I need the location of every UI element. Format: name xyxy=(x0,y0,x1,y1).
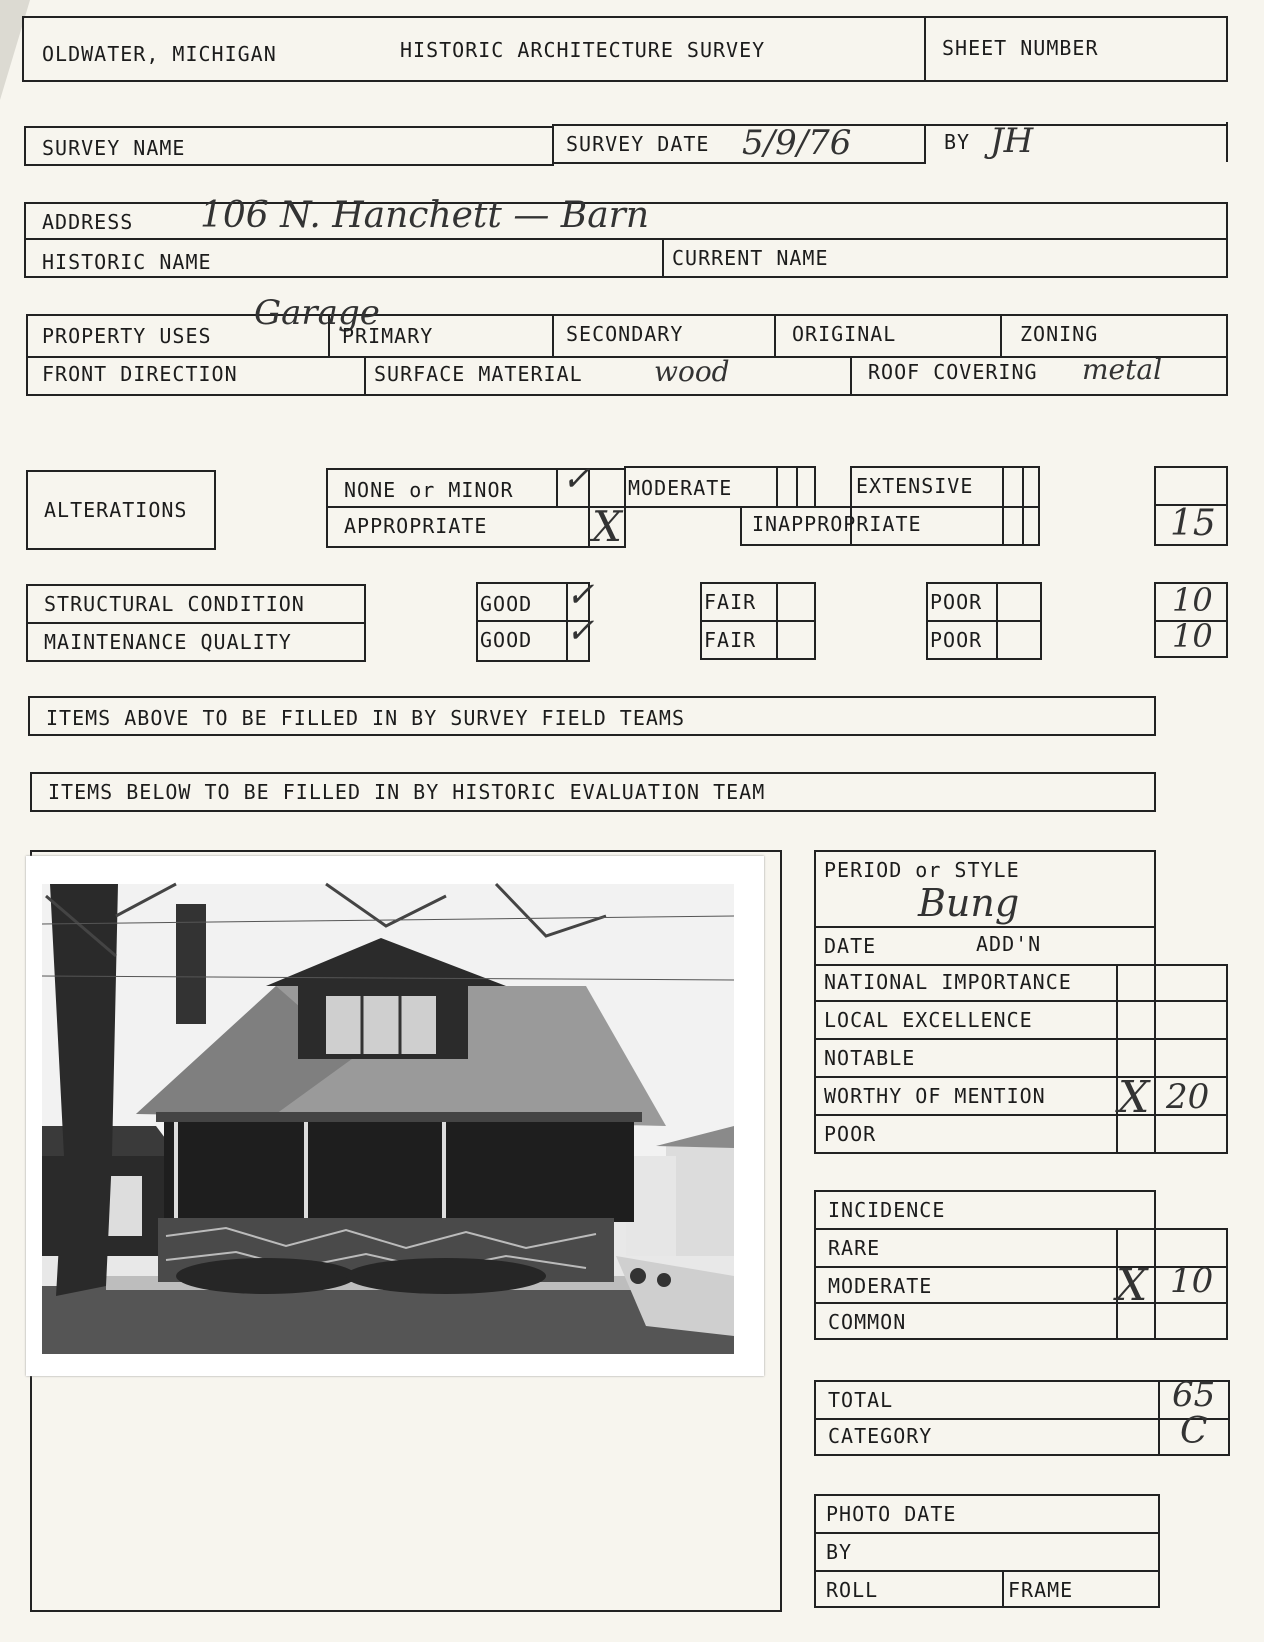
incidence-score: 10 xyxy=(1170,1261,1214,1301)
evaluation-note: ITEMS BELOW TO BE FILLED IN BY HISTORIC EVALUATION TEAM xyxy=(48,780,766,804)
none-minor-label: NONE or MINOR xyxy=(344,478,514,502)
photo-date-label: PHOTO DATE xyxy=(826,1502,957,1526)
inappropriate-label: INAPPROPRIATE xyxy=(752,512,922,536)
roof-covering-value: metal xyxy=(1082,353,1163,386)
property-sep-3 xyxy=(774,314,776,356)
secondary-label: SECONDARY xyxy=(566,322,684,346)
by-line-right xyxy=(1226,122,1228,162)
total-divider xyxy=(814,1418,1230,1420)
structural-score: 10 xyxy=(1172,581,1213,619)
roof-covering-label: ROOF COVERING xyxy=(868,360,1038,384)
address-label: ADDRESS xyxy=(42,210,134,234)
period-value: Bung xyxy=(918,881,1020,925)
addn-label: ADD'N xyxy=(976,932,1042,956)
fair-label-structural: FAIR xyxy=(704,590,757,614)
structural-good-mark: ✓ xyxy=(566,575,595,615)
surface-material-value: wood xyxy=(654,355,730,388)
inappropriate-top xyxy=(740,506,1040,508)
incidence-line-2 xyxy=(814,1266,1228,1268)
eval-score-sep xyxy=(1116,964,1118,1152)
national-importance-label: NATIONAL IMPORTANCE xyxy=(824,970,1072,994)
sheet-number-label: SHEET NUMBER xyxy=(942,36,1099,60)
rare-label: RARE xyxy=(828,1236,881,1260)
incidence-mark: X xyxy=(1116,1260,1148,1311)
poor-sep xyxy=(996,582,998,660)
notable-label: NOTABLE xyxy=(824,1046,916,1070)
worthy-score: 20 xyxy=(1166,1077,1210,1117)
primary-label: PRIMARY xyxy=(342,324,434,348)
alteration-none-sep xyxy=(556,468,558,508)
maintenance-good-mark: ✓ xyxy=(566,611,595,651)
property-uses-label: PROPERTY USES xyxy=(42,324,212,348)
condition-label-divider xyxy=(26,622,366,624)
poor-eval-label: POOR xyxy=(824,1122,877,1146)
worthy-mark: X xyxy=(1118,1072,1150,1123)
eval-row-line-3 xyxy=(814,1038,1228,1040)
zoning-label: ZONING xyxy=(1020,322,1099,346)
maintenance-quality-label: MAINTENANCE QUALITY xyxy=(44,630,292,654)
surface-material-label: SURFACE MATERIAL xyxy=(374,362,583,386)
moderate-incidence-label: MODERATE xyxy=(828,1274,933,1298)
inappropriate-left xyxy=(740,506,742,546)
local-excellence-label: LOCAL EXCELLENCE xyxy=(824,1008,1033,1032)
frame-label: FRAME xyxy=(1008,1578,1074,1602)
original-label: ORIGINAL xyxy=(792,322,897,346)
structural-condition-label: STRUCTURAL CONDITION xyxy=(44,592,305,616)
period-label: PERIOD or STYLE xyxy=(824,858,1020,882)
appropriate-mark: X xyxy=(592,502,622,551)
roll-frame-sep xyxy=(1002,1570,1004,1608)
property-sep-6 xyxy=(850,356,852,396)
header-divider xyxy=(924,16,926,82)
good-label-maintenance: GOOD xyxy=(480,628,533,652)
none-minor-mark: ✓ xyxy=(562,459,591,499)
fair-sep xyxy=(776,582,778,660)
incidence-line-4 xyxy=(814,1338,1228,1340)
by-value: JH xyxy=(990,121,1034,161)
total-label: TOTAL xyxy=(828,1388,894,1412)
property-sep-4 xyxy=(1000,314,1002,356)
poor-label-maintenance: POOR xyxy=(930,628,983,652)
address-divider xyxy=(24,238,1228,240)
period-divider xyxy=(814,926,1156,928)
by-label: BY xyxy=(944,130,971,154)
roll-label: ROLL xyxy=(826,1578,879,1602)
poor-divider xyxy=(926,620,1042,622)
name-divider xyxy=(662,238,664,278)
alterations-label: ALTERATIONS xyxy=(44,498,188,522)
eval-score-right xyxy=(1226,964,1228,1152)
property-sep-2 xyxy=(552,314,554,356)
fair-label-maintenance: FAIR xyxy=(704,628,757,652)
historic-name-label: HISTORIC NAME xyxy=(42,250,212,274)
alteration-score: 15 xyxy=(1170,503,1216,544)
extensive-label: EXTENSIVE xyxy=(856,474,974,498)
city-label: OLDWATER, MICHIGAN xyxy=(42,42,277,66)
category-label: CATEGORY xyxy=(828,1424,933,1448)
eval-row-line-6 xyxy=(814,1152,1228,1154)
date-label: DATE xyxy=(824,934,877,958)
fair-divider xyxy=(700,620,816,622)
house-photograph xyxy=(26,856,764,1376)
incidence-line-1 xyxy=(814,1228,1228,1230)
property-divider xyxy=(26,356,1228,358)
survey-date-label: SURVEY DATE xyxy=(566,132,710,156)
survey-date-value: 5/9/76 xyxy=(742,123,852,163)
address-value: 106 N. Hanchett — Barn xyxy=(200,195,650,236)
current-name-label: CURRENT NAME xyxy=(672,246,829,270)
category-value: C xyxy=(1180,1411,1208,1452)
moderate-sep xyxy=(776,466,778,508)
moderate-label: MODERATE xyxy=(628,476,733,500)
good-label-structural: GOOD xyxy=(480,592,533,616)
eval-row-line-1 xyxy=(814,964,1228,966)
alteration-appr-sep xyxy=(588,506,590,548)
maintenance-score: 10 xyxy=(1172,617,1213,655)
photo-by-label: BY xyxy=(826,1540,853,1564)
incidence-line-3 xyxy=(814,1302,1228,1304)
incidence-score-right xyxy=(1226,1228,1228,1338)
eval-row-line-2 xyxy=(814,1000,1228,1002)
poor-label-structural: POOR xyxy=(930,590,983,614)
survey-name-label: SURVEY NAME xyxy=(42,136,186,160)
moderate-sep2 xyxy=(796,466,798,508)
total-sep xyxy=(1158,1380,1160,1456)
common-label: COMMON xyxy=(828,1310,907,1334)
appropriate-label: APPROPRIATE xyxy=(344,514,488,538)
form-title: HISTORIC ARCHITECTURE SURVEY xyxy=(400,38,766,62)
photo-info-line-1 xyxy=(814,1532,1160,1534)
photo-info-line-2 xyxy=(814,1570,1160,1572)
front-direction-label: FRONT DIRECTION xyxy=(42,362,238,386)
incidence-label: INCIDENCE xyxy=(828,1198,946,1222)
bungalow-photo xyxy=(26,856,764,1376)
total-value: 65 xyxy=(1172,1375,1216,1415)
worthy-of-mention-label: WORTHY OF MENTION xyxy=(824,1084,1046,1108)
property-sep-5 xyxy=(364,356,366,396)
inappropriate-bottom xyxy=(740,544,1040,546)
property-uses-value: Garage xyxy=(254,293,380,333)
field-teams-note: ITEMS ABOVE TO BE FILLED IN BY SURVEY FIELD TEAMS xyxy=(46,706,686,730)
by-line-top xyxy=(926,124,1228,126)
alteration-left-divider xyxy=(326,506,626,508)
